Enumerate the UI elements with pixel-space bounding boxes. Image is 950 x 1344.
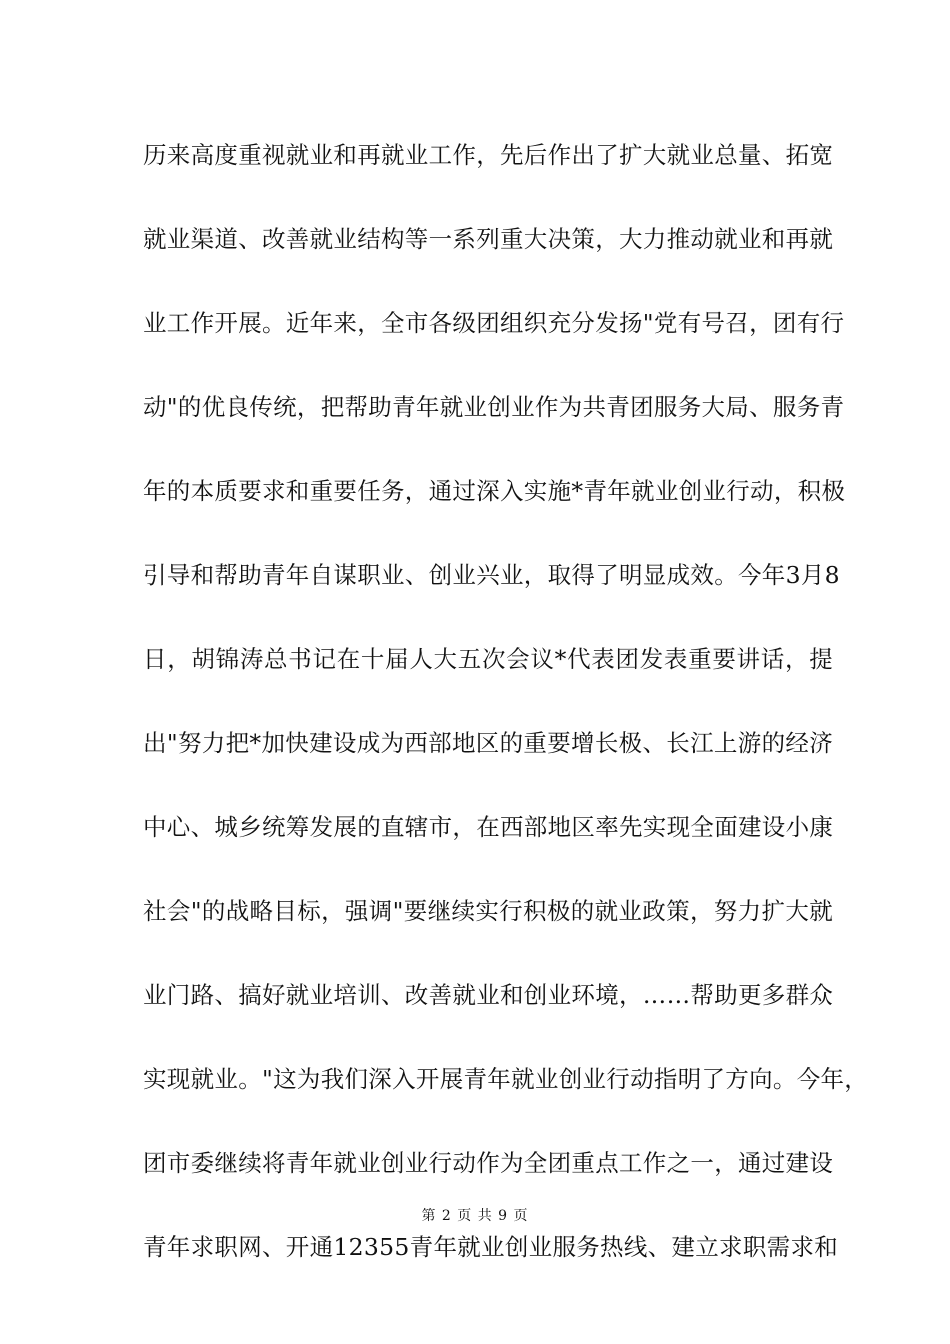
text-line-2: 就业渠道、改善就业结构等一系列重大决策，大力推动就业和再就 [143,225,834,253]
text-line-7: 日，胡锦涛总书记在十届人大五次会议*代表团发表重要讲话，提 [143,645,833,673]
body-paragraph [143,131,869,1271]
text-line-9: 中心、城乡统筹发展的直辖市，在西部地区率先实现全面建设小康 [143,813,834,841]
page-number-footer: 第 2 页 共 9 页 [421,1208,529,1224]
text-line-6: 引导和帮助青年自谋职业、创业兴业，取得了明显成效。今年3月8 [143,561,840,589]
text-line-8: 出"努力把*加快建设成为西部地区的重要增长极、长江上游的经济 [143,729,833,757]
text-line-12: 实现就业。"这为我们深入开展青年就业创业行动指明了方向。今年， [143,1065,869,1093]
text-line-5: 年的本质要求和重要任务，通过深入实施*青年就业创业行动，积极 [143,477,846,505]
text-line-1: 历来高度重视就业和再就业工作，先后作出了扩大就业总量、拓宽 [143,141,834,169]
text-line-10: 社会"的战略目标，强调"要继续实行积极的就业政策，努力扩大就 [143,897,833,925]
text-line-11: 业门路、搞好就业培训、改善就业和创业环境，……帮助更多群众 [143,981,834,1009]
text-line-14: 青年求职网、开通12355青年就业创业服务热线、建立求职需求和 [143,1233,839,1261]
text-line-13: 团市委继续将青年就业创业行动作为全团重点工作之一，通过建设 [143,1149,834,1177]
text-line-3: 业工作开展。近年来，全市各级团组织充分发扬"党有号召，团有行 [143,309,845,337]
text-line-4: 动"的优良传统，把帮助青年就业创业作为共青团服务大局、服务青 [143,393,845,421]
